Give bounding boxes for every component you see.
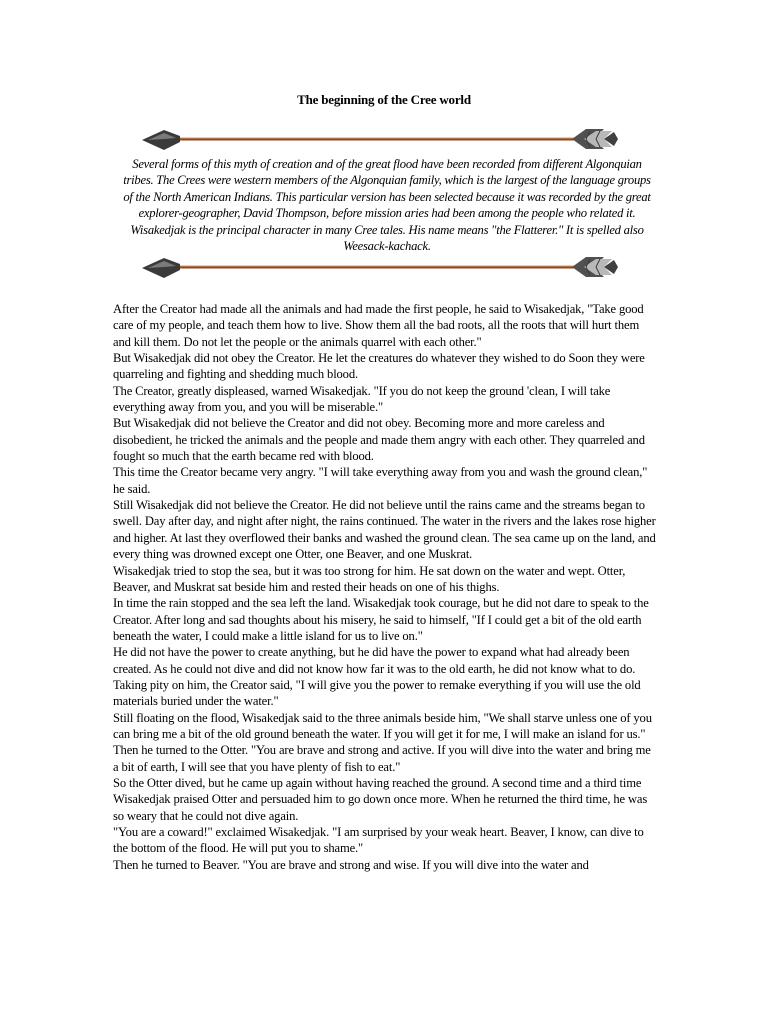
arrow-divider-bottom-icon (142, 255, 618, 281)
story-paragraph: Still Wisakedjak did not believe the Creator. He did not believe until the rains came and the streams began to swell. Day after day, and night after night, the rains continued. The water in the rivers and the lakes rose higher and higher. At last they overflowed their banks and washed the ground clean. The sea came up on the land, and every thing was drowned except one Otter, one Beaver, and one Muskrat. (113, 498, 656, 562)
story-paragraph: After the Creator had made all the animals and had made the first people, he said to Wisakedjak, "Take good care of my people, and teach them how to live. Show them all the bad roots, all the roots that will hurt them and kill them. Do not let the people or the animals quarrel with each other." (113, 302, 644, 349)
story-paragraph: "You are a coward!" exclaimed Wisakedjak. "I am surprised by your weak heart. Beaver, I know, can dive to the bottom of the flood. He will put you to shame." (113, 825, 644, 856)
intro-paragraph: Several forms of this myth of creation and of the great flood have been recorded from different Algonquian tribes. The Crees were western members of the Algonquian family, which is the largest of the language groups of the North American Indians. This particular version has been selected because it was recorded by the great explorer-geographer, David Thompson, before mission aries had been among the people who related it. Wisakedjak is the principal character in many Cree tales. His name means "the Flatterer." It is spelled also Weesack-kachack. (123, 157, 651, 254)
story-paragraph: He did not have the power to create anything, but he did have the power to expand what had already been created. As he could not dive and did not know how far it was to the old earth, he did not know what to do. Taking pity on him, the Creator said, "I will give you the power to remake everything if you will use the old materials buried under the water." (113, 645, 641, 709)
story-paragraph: But Wisakedjak did not obey the Creator. He let the creatures do whatever they wished to do Soon they were quarreling and fighting and shedding much blood. (113, 351, 645, 382)
story-body (113, 301, 658, 873)
story-paragraph: The Creator, greatly displeased, warned Wisakedjak. "If you do not keep the ground 'clean, I will take everything away from you, and you will be miserable." (113, 383, 611, 415)
story-paragraph: Still floating on the flood, Wisakedjak said to the three animals beside him, "We shall starve unless one of you can bring me a bit of the old ground beneath the water. If you will get it for me, I will make an island for us." (113, 710, 652, 741)
story-paragraph: In time the rain stopped and the sea left the land. Wisakedjak took courage, but he did not dare to speak to the Creator. After long and sad thoughts about his misery, he said to himself, "If I could get a bit of the old earth beneath the water, I could make a little island for us to live on." (113, 596, 649, 643)
arrow-divider-top-icon (142, 127, 618, 153)
story-paragraph: This time the Creator became very angry. "I will take everything away from you and wash the ground clean," he said. (113, 465, 648, 496)
story-paragraph: Wisakedjak tried to stop the sea, but it was too strong for him. He sat down on the water and wept. Otter, Beaver, and Muskrat sat beside him and rested their heads on one of his thighs. (113, 563, 626, 594)
page-title: The beginning of the Cree world (297, 92, 471, 107)
story-paragraph: But Wisakedjak did not believe the Creator and did not obey. Becoming more and more careless and disobedient, he tricked the animals and the people and made them angry with each other. They quarreled and fought so much that the earth became red with blood. (113, 416, 645, 464)
story-paragraph: Then he turned to the Otter. "You are brave and strong and active. If you will dive into the water and bring me a bit of earth, I will see that you have plenty of fish to eat." (113, 743, 651, 774)
story-paragraph: Then he turned to Beaver. "You are brave and strong and wise. If you will dive into the water and (113, 857, 589, 872)
story-paragraph: So the Otter dived, but he came up again without having reached the ground. A second time and a third time Wisakedjak praised Otter and persuaded him to go down once more. When he returned the third time, he was so weary that he could not dive again. (113, 775, 648, 823)
